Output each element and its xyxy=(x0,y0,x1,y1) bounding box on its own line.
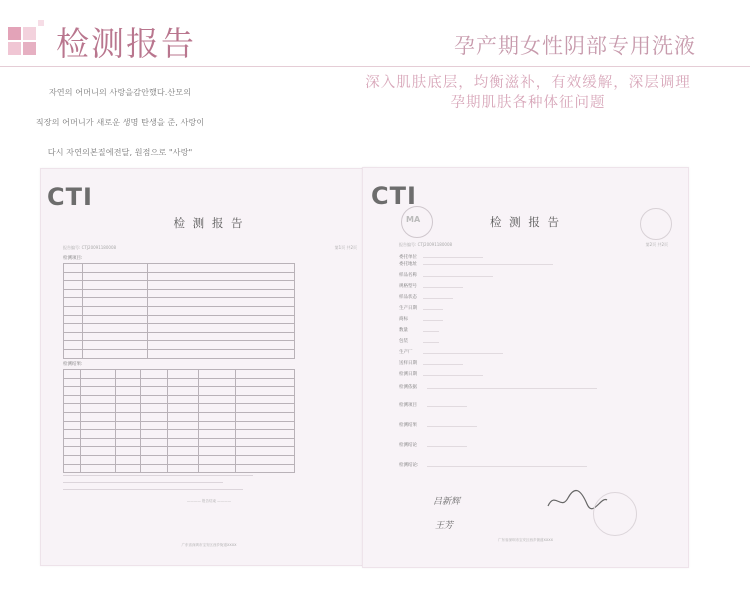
report-end-note: ———— 报告结束 ———— xyxy=(186,499,232,503)
field-sample-name: 样品名称 xyxy=(399,273,417,278)
logo-square-5 xyxy=(23,42,36,55)
report-number: 报告编号: CTJ20091180008 xyxy=(399,242,453,247)
field-value-line xyxy=(423,264,553,265)
field-value-line xyxy=(423,375,483,376)
field-value-line xyxy=(423,364,463,365)
field-basis: 检测依据 xyxy=(399,385,417,390)
field-production-date: 生产日期 xyxy=(399,306,417,311)
report-footer-address: 广东省深圳市宝安区西乡街道XXXX xyxy=(497,538,554,542)
report-title: 检 测 报 告 xyxy=(490,215,561,229)
report-page-number: 第1页 共2页 xyxy=(334,245,357,250)
field-value-line xyxy=(423,309,443,310)
field-value-line xyxy=(427,446,467,447)
field-value-line xyxy=(427,406,467,407)
cti-logo: CTI xyxy=(47,183,93,211)
accreditation-seal-icon xyxy=(640,208,672,240)
korean-line-1: 자연의 어머니의 사랑을감안했다.산모의 xyxy=(48,87,192,97)
field-sample-state: 样品状态 xyxy=(399,295,417,300)
logo-square-3 xyxy=(38,20,44,26)
field-submit-date: 送样日期 xyxy=(399,361,417,366)
report-footer-address: 广东省深圳市宝安区西乡街道XXXX xyxy=(181,543,237,547)
logo-square-1 xyxy=(8,27,21,40)
field-value-line xyxy=(423,342,439,343)
page-title: 检测报告 xyxy=(56,24,196,63)
field-value-line xyxy=(423,331,439,332)
note-line xyxy=(63,475,253,476)
note-line xyxy=(63,482,223,483)
test-report-page-1 xyxy=(40,168,378,566)
field-trademark: 商标 xyxy=(399,317,408,322)
brand-logo-blocks xyxy=(0,22,46,62)
section-test-results: 检测结果: xyxy=(63,362,83,367)
field-test-result: 检测结果 xyxy=(399,423,417,428)
report-page-number: 第2页 共2页 xyxy=(645,242,668,247)
signature-approver: 吕新辉 xyxy=(433,497,461,507)
report-title: 检 测 报 告 xyxy=(173,216,245,230)
korean-tagline xyxy=(10,70,230,175)
field-test-date: 检测日期 xyxy=(399,372,417,377)
test-results-table xyxy=(63,369,295,473)
field-quantity: 数量 xyxy=(399,328,408,333)
korean-line-2: 직장의 어머니가 새로운 생명 탄생을 준, 사랑이 xyxy=(35,117,205,127)
company-seal-icon xyxy=(593,492,637,536)
field-client: 委托单位 xyxy=(399,255,417,260)
product-slogan: 深入肌肤底层，均衡滋补，有效缓解，深层调理孕期肌肤各种体征问题 xyxy=(365,75,691,111)
field-test-items: 检测项目 xyxy=(399,403,417,408)
note-line xyxy=(63,489,243,490)
field-test-conclusion: 检测结论 xyxy=(399,443,417,448)
test-report-page-2 xyxy=(362,167,689,568)
product-title: 孕产期女性阴部专用洗液 xyxy=(454,34,696,58)
title-divider xyxy=(0,66,750,67)
signature-reviewer: 王芳 xyxy=(435,521,454,531)
field-value-line xyxy=(427,426,477,427)
field-value-line xyxy=(423,257,483,258)
field-manufacturer: 生产厂 xyxy=(399,350,413,355)
field-value-line xyxy=(423,353,503,354)
field-package: 包装 xyxy=(399,339,408,344)
cti-logo: CTI xyxy=(371,182,417,210)
logo-square-4 xyxy=(8,42,21,55)
report-number: 报告编号: CTJ20091180008 xyxy=(63,245,117,250)
field-model: 规格型号 xyxy=(399,284,417,289)
field-value-line xyxy=(423,287,463,288)
field-value-line xyxy=(427,388,597,389)
cma-stamp-icon: MA xyxy=(401,206,433,238)
field-value-line xyxy=(423,276,493,277)
conclusion-label: 检测结论: xyxy=(399,463,419,468)
field-value-line xyxy=(427,466,587,467)
field-client-address: 委托地址 xyxy=(399,262,417,267)
logo-square-2 xyxy=(23,27,36,40)
field-value-line xyxy=(423,320,443,321)
field-value-line xyxy=(423,298,453,299)
section-test-items: 检测项目: xyxy=(63,256,83,261)
korean-line-3: 다시 자연의본질에전달, 원점으로 "사랑" xyxy=(47,147,193,157)
test-items-table xyxy=(63,263,295,359)
